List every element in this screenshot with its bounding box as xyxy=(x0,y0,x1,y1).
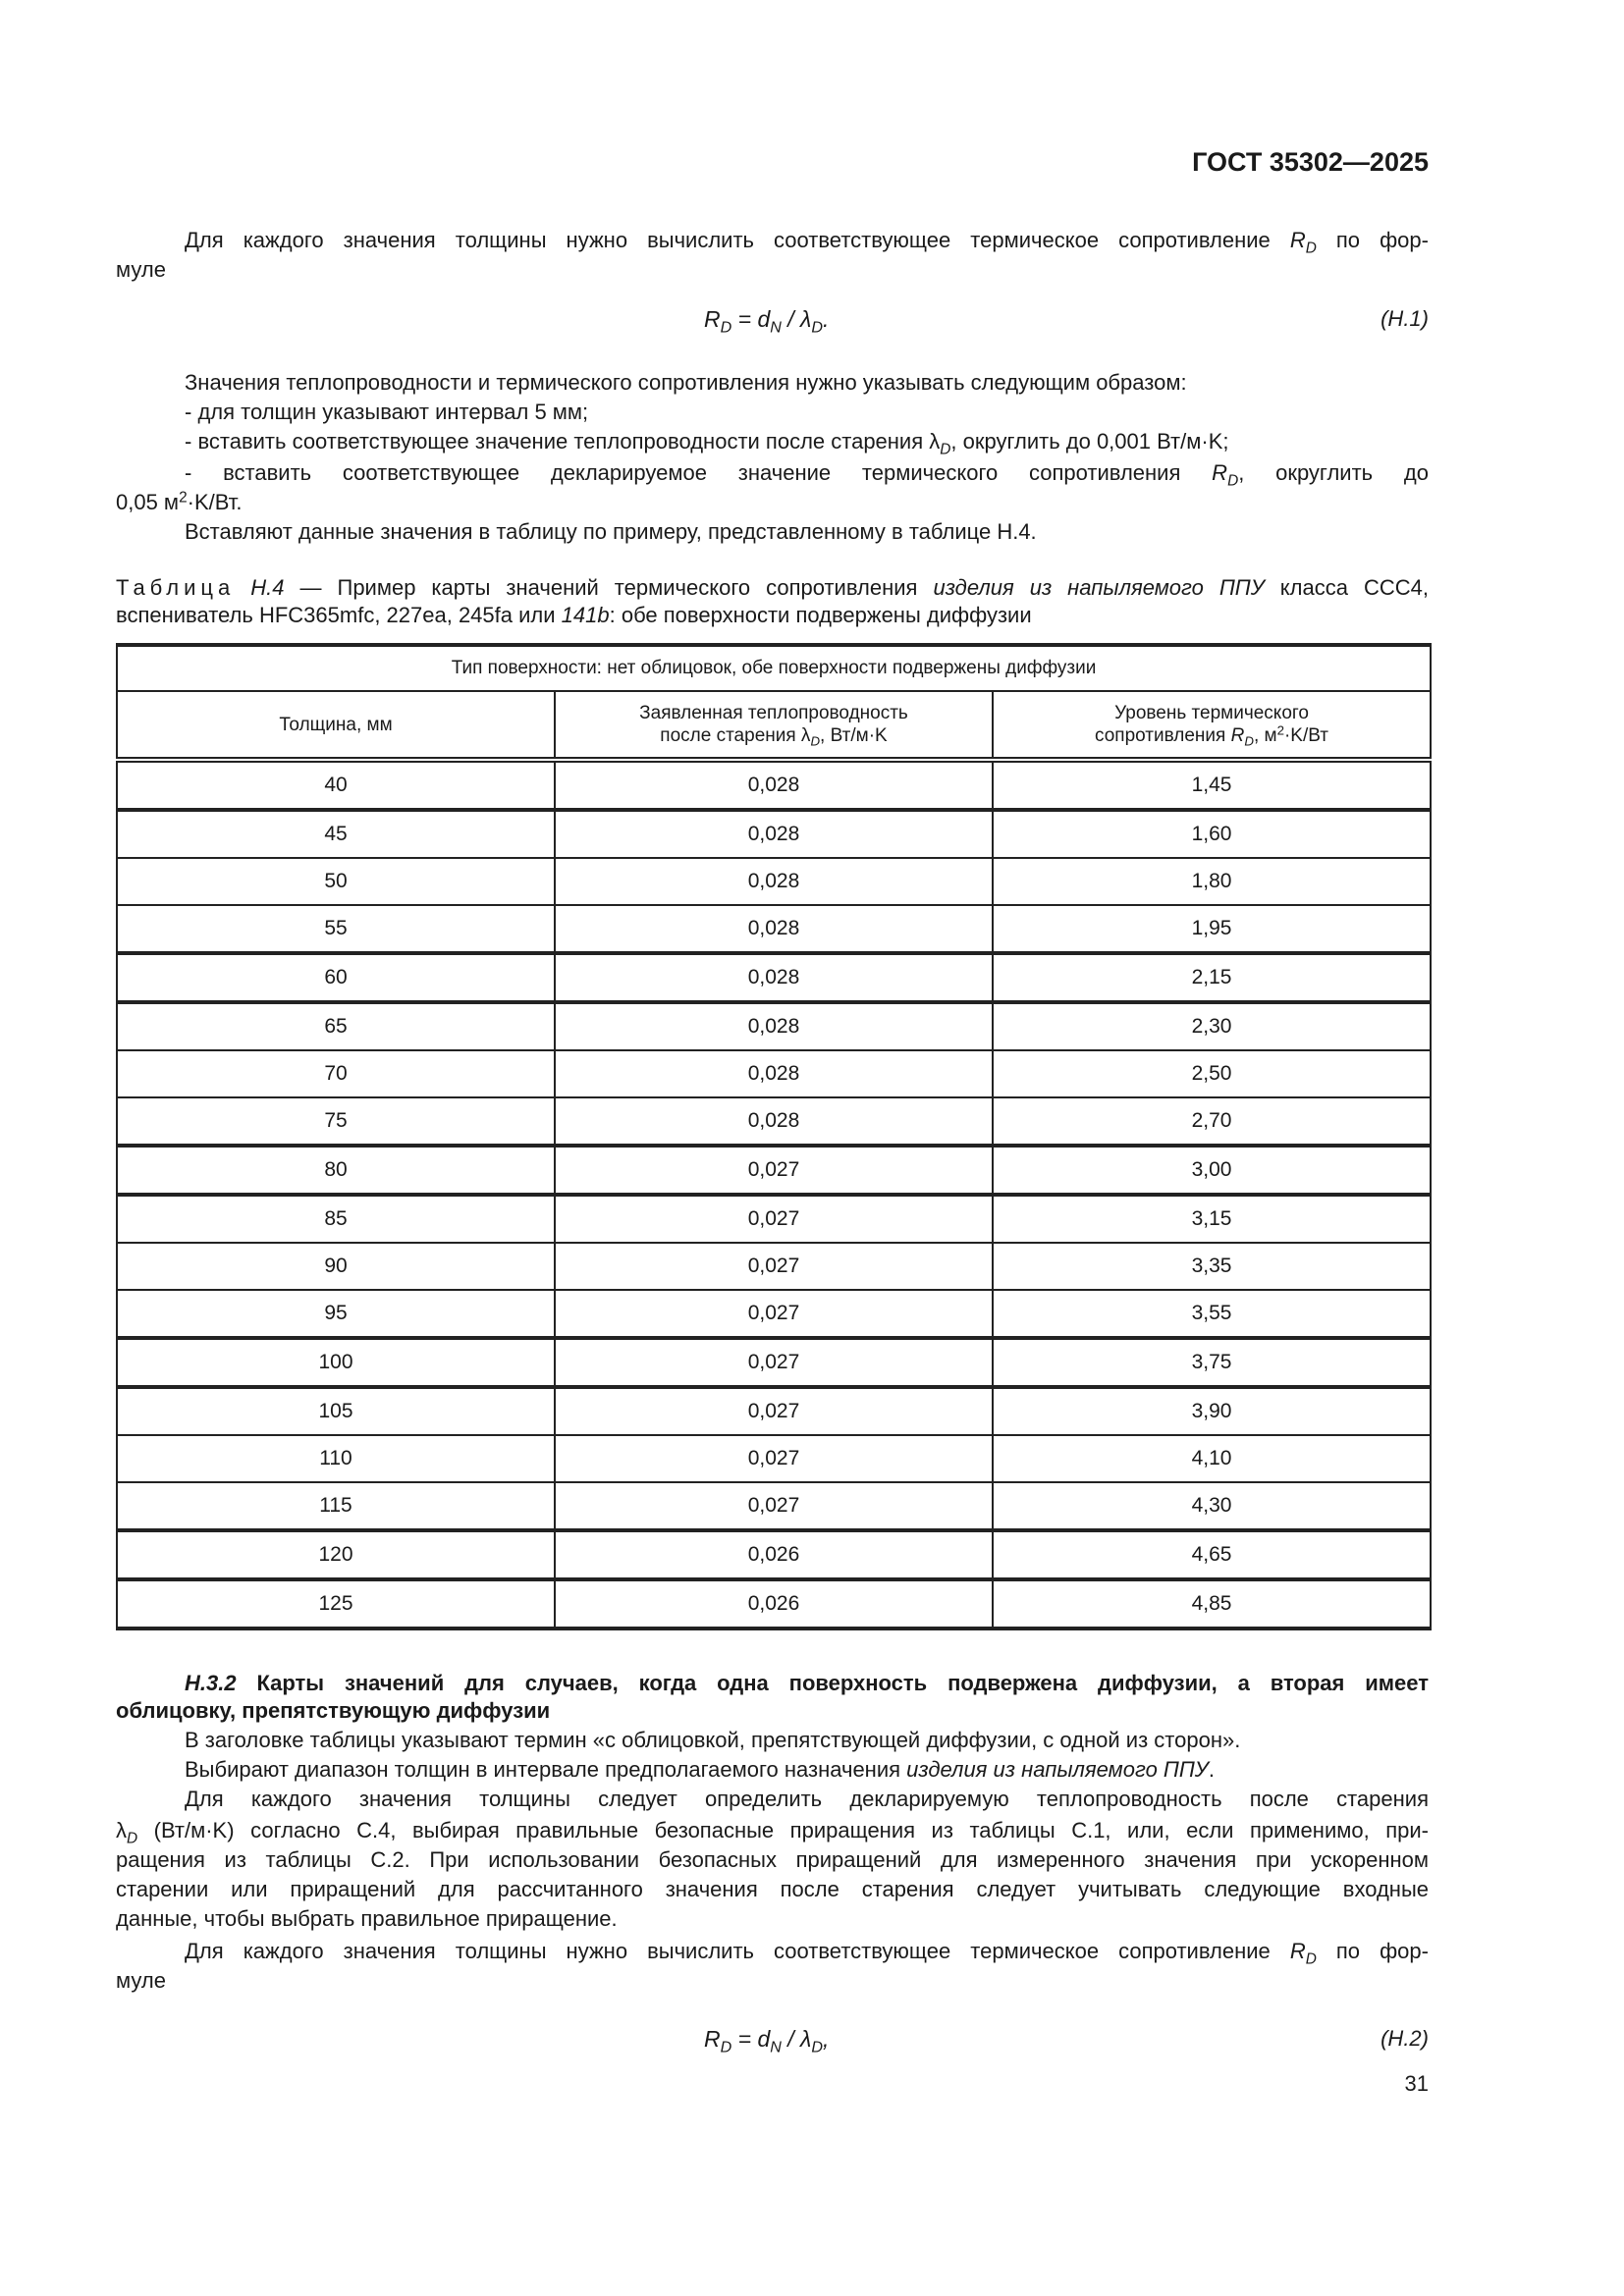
resistance-cell: 1,45 xyxy=(993,760,1431,810)
table-caption-line-2: вспениватель HFC365mfc, 227ea, 245fa или 141b: обе поверхности подвержены диффузии xyxy=(116,603,1032,627)
resistance-cell: 3,55 xyxy=(993,1290,1431,1338)
section2-paragraph-2: Выбирают диапазон толщин в интервале предполагаемого назначения изделия из напыляемого ППУ. xyxy=(185,1757,1215,1782)
conductivity-cell: 0,027 xyxy=(555,1146,993,1195)
thickness-cell: 75 xyxy=(117,1097,555,1146)
document-id-header: ГОСТ 35302—2025 xyxy=(1192,147,1429,177)
table-body xyxy=(117,760,1431,1629)
thickness-cell: 90 xyxy=(117,1243,555,1290)
thickness-cell: 80 xyxy=(117,1146,555,1195)
resistance-cell: 3,00 xyxy=(993,1146,1431,1195)
table-row xyxy=(117,1050,1431,1097)
thickness-cell: 65 xyxy=(117,1002,555,1050)
column-header-resistance: Уровень термического сопротивления $R_D$, $м^2\cdot K/Вт$ xyxy=(993,691,1431,760)
table-row xyxy=(117,905,1431,953)
resistance-cell: 1,95 xyxy=(993,905,1431,953)
thickness-cell: 50 xyxy=(117,858,555,905)
conductivity-cell: 0,028 xyxy=(555,760,993,810)
resistance-cell: 4,10 xyxy=(993,1435,1431,1482)
conductivity-cell: 0,028 xyxy=(555,1097,993,1146)
table-row xyxy=(117,1290,1431,1338)
thermal-resistance-table xyxy=(116,643,1432,1630)
resistance-cell: 2,70 xyxy=(993,1097,1431,1146)
resistance-cell: 2,15 xyxy=(993,953,1431,1002)
conductivity-cell: 0,028 xyxy=(555,953,993,1002)
thickness-cell: 120 xyxy=(117,1530,555,1579)
section2-paragraph-1: В заголовке таблицы указывают термин «с облицовкой, препятствующей диффузии, с одной из сторон». xyxy=(185,1728,1241,1752)
formula-h1: $R_D = d_N / \lambda_D$. xyxy=(704,306,830,337)
bullet-3-line-2: 0,05 $м^2\cdot K/Вт$. xyxy=(116,489,243,514)
formula-h2: $R_D = d_N / \lambda_D$, xyxy=(704,2026,830,2056)
bullet-2: - вставить соответствующее значение теплопроводности после старения $\lambda_D$, округлить до 0,001 Вт/м·K; xyxy=(185,429,1229,458)
conductivity-cell: 0,027 xyxy=(555,1387,993,1435)
thickness-cell: 110 xyxy=(117,1435,555,1482)
equation-number-h1: (Н.1) xyxy=(1380,306,1429,331)
table-caption-line-1: Таблица Н.4 — Пример карты значений термического сопротивления изделия из напыляемого ППУ класса ССС4, xyxy=(116,575,1429,600)
section-heading-h32-line-1: Н.3.2 Карты значений для случаев, когда одна поверхность подвержена диффузии, а вторая имеет xyxy=(185,1671,1429,1695)
conductivity-cell: 0,028 xyxy=(555,1050,993,1097)
table-row xyxy=(117,1338,1431,1387)
table-row xyxy=(117,1482,1431,1530)
conductivity-cell: 0,027 xyxy=(555,1290,993,1338)
resistance-cell: 1,80 xyxy=(993,858,1431,905)
conductivity-cell: 0,027 xyxy=(555,1435,993,1482)
section-heading-h32-line-2: облицовку, препятствующую диффузии xyxy=(116,1698,551,1723)
thickness-cell: 85 xyxy=(117,1195,555,1243)
table-row xyxy=(117,810,1431,858)
equation-number-h2: (Н.2) xyxy=(1380,2026,1429,2051)
bullet-1: - для толщин указывают интервал 5 мм; xyxy=(185,400,589,424)
thickness-cell: 60 xyxy=(117,953,555,1002)
conductivity-cell: 0,028 xyxy=(555,905,993,953)
resistance-cell: 4,85 xyxy=(993,1579,1431,1629)
resistance-cell: 2,30 xyxy=(993,1002,1431,1050)
paragraph-1-line-2: муле xyxy=(116,257,166,282)
table-row xyxy=(117,1435,1431,1482)
page-number: 31 xyxy=(1404,2071,1429,2096)
resistance-cell: 2,50 xyxy=(993,1050,1431,1097)
paragraph-3: Вставляют данные значения в таблицу по примеру, представленному в таблице Н.4. xyxy=(185,519,1037,544)
column-header-conductivity: Заявленная теплопроводность после старения $\lambda_D$, Вт/м·K xyxy=(555,691,993,760)
thickness-cell: 45 xyxy=(117,810,555,858)
section2-paragraph-3-line-5: данные, чтобы выбрать правильное приращение. xyxy=(116,1906,618,1931)
thickness-cell: 95 xyxy=(117,1290,555,1338)
resistance-cell: 3,15 xyxy=(993,1195,1431,1243)
section2-paragraph-4-line-1: Для каждого значения толщины нужно вычислить соответствующее термическое сопротивление $R_D$ по фор- xyxy=(185,1939,1429,1968)
thickness-cell: 70 xyxy=(117,1050,555,1097)
table-row xyxy=(117,858,1431,905)
table-row xyxy=(117,953,1431,1002)
section2-paragraph-3-line-4: старении или приращений для рассчитанного значения после старения следует учитывать следующие входные xyxy=(116,1877,1429,1901)
column-header-thickness: Толщина, мм xyxy=(117,691,555,760)
thickness-cell: 105 xyxy=(117,1387,555,1435)
table-row xyxy=(117,1146,1431,1195)
resistance-cell: 3,90 xyxy=(993,1387,1431,1435)
paragraph-1-line-1: Для каждого значения толщины нужно вычислить соответствующее термическое сопротивление $R_D$ по фор- xyxy=(185,228,1429,257)
table-row xyxy=(117,1530,1431,1579)
conductivity-cell: 0,026 xyxy=(555,1530,993,1579)
table-row xyxy=(117,1243,1431,1290)
thickness-cell: 125 xyxy=(117,1579,555,1629)
thickness-cell: 40 xyxy=(117,760,555,810)
section2-paragraph-3-line-1: Для каждого значения толщины следует определить декларируемую теплопроводность после старения xyxy=(185,1787,1429,1811)
resistance-cell: 1,60 xyxy=(993,810,1431,858)
conductivity-cell: 0,028 xyxy=(555,1002,993,1050)
table-row xyxy=(117,760,1431,810)
table-row xyxy=(117,1195,1431,1243)
thickness-cell: 100 xyxy=(117,1338,555,1387)
table-row xyxy=(117,1002,1431,1050)
section2-paragraph-3-line-2: $\lambda_D$ (Вт/м·K) согласно С.4, выбирая правильные безопасные приращения из таблицы С.1, или, если применимо, при- xyxy=(116,1818,1429,1847)
table-title-cell: Тип поверхности: нет облицовок, обе поверхности подвержены диффузии xyxy=(117,645,1431,691)
resistance-cell: 3,75 xyxy=(993,1338,1431,1387)
thickness-cell: 55 xyxy=(117,905,555,953)
bullet-3-line-1: - вставить соответствующее декларируемое значение термического сопротивления $R_D$, округлить до xyxy=(185,460,1429,490)
table-row xyxy=(117,1387,1431,1435)
section2-paragraph-3-line-3: ращения из таблицы С.2. При использовании безопасных приращений для измеренного значения при ускоренном xyxy=(116,1847,1429,1872)
conductivity-cell: 0,027 xyxy=(555,1195,993,1243)
conductivity-cell: 0,028 xyxy=(555,858,993,905)
conductivity-cell: 0,027 xyxy=(555,1482,993,1530)
conductivity-cell: 0,026 xyxy=(555,1579,993,1629)
conductivity-cell: 0,027 xyxy=(555,1338,993,1387)
thickness-cell: 115 xyxy=(117,1482,555,1530)
table-row xyxy=(117,1097,1431,1146)
resistance-cell: 3,35 xyxy=(993,1243,1431,1290)
resistance-cell: 4,30 xyxy=(993,1482,1431,1530)
conductivity-cell: 0,028 xyxy=(555,810,993,858)
table-row xyxy=(117,1579,1431,1629)
resistance-cell: 4,65 xyxy=(993,1530,1431,1579)
section2-paragraph-4-line-2: муле xyxy=(116,1968,166,1993)
conductivity-cell: 0,027 xyxy=(555,1243,993,1290)
paragraph-2: Значения теплопроводности и термического сопротивления нужно указывать следующим образом: xyxy=(185,370,1187,395)
